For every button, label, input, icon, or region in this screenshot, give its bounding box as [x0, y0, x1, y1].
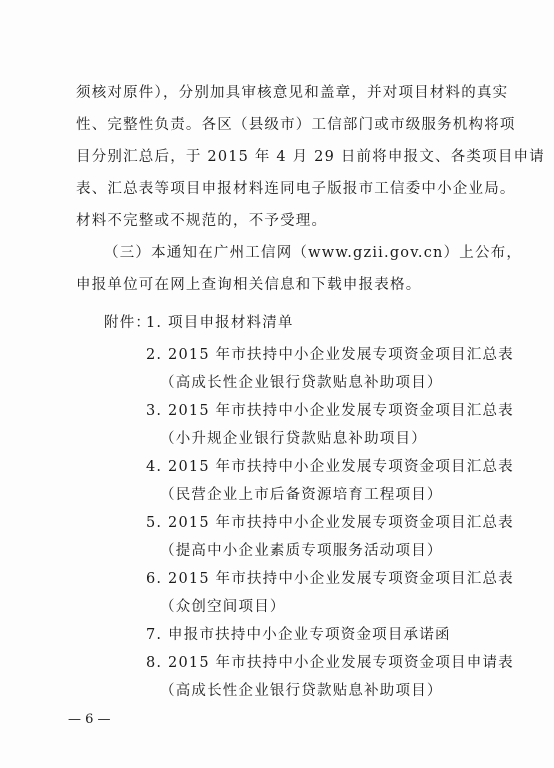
attachment-item: 6. 2015 年市扶持中小企业发展专项资金项目汇总表: [146, 571, 514, 587]
body-line: 须核对原件），分别加具审核意见和盖章，并对项目材料的真实: [76, 85, 509, 101]
attachment-item-subtitle: （高成长性企业银行贷款贴息补助项目）: [160, 683, 443, 699]
body-line: 性、完整性负责。各区（县级市）工信部门或市级服务机构将项: [76, 117, 516, 133]
attachment-item-subtitle: （民营企业上市后备资源培育工程项目）: [160, 487, 443, 503]
body-line: 申报单位可在网上查询相关信息和下载申报表格。: [76, 277, 422, 293]
attachment-item-subtitle: （小升规企业银行贷款贴息补助项目）: [160, 431, 427, 447]
attachment-item: 7. 申报市扶持中小企业专项资金项目承诺函: [146, 627, 451, 643]
attachment-item: 4. 2015 年市扶持中小企业发展专项资金项目汇总表: [146, 459, 514, 475]
attachment-item-subtitle: （众创空间项目）: [160, 599, 286, 615]
attachment-item: 8. 2015 年市扶持中小企业发展专项资金项目申请表: [146, 655, 514, 671]
attachment-item-subtitle: （提高中小企业素质专项服务活动项目）: [160, 543, 443, 559]
attachments-label: 附件：: [104, 315, 152, 331]
attachment-item-subtitle: （高成长性企业银行贷款贴息补助项目）: [160, 375, 443, 391]
attachment-item: 3. 2015 年市扶持中小企业发展专项资金项目汇总表: [146, 403, 514, 419]
attachment-item: 2. 2015 年市扶持中小企业发展专项资金项目汇总表: [146, 347, 514, 363]
attachment-item: 1. 项目申报材料清单: [146, 315, 294, 331]
attachment-item: 5. 2015 年市扶持中小企业发展专项资金项目汇总表: [146, 515, 514, 531]
body-line: 表、汇总表等项目申报材料连同电子版报市工信委中小企业局。: [76, 181, 516, 197]
page-number: — 6 —: [68, 712, 111, 727]
body-line: 目分别汇总后，于 2015 年 4 月 29 日前将申报文、各类项目申请: [76, 149, 545, 165]
body-line: 材料不完整或不规范的，不予受理。: [76, 213, 328, 229]
body-line: （三）本通知在广州工信网（www.gzii.gov.cn）上公布，: [104, 245, 523, 261]
